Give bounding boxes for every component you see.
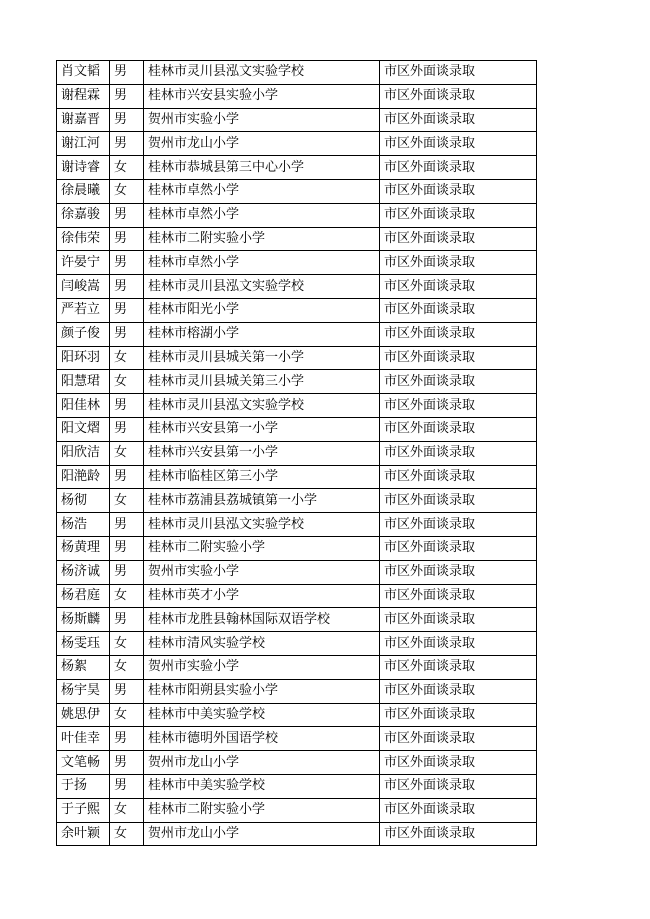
- result-cell: 市区外面谈录取: [380, 727, 537, 751]
- school-cell: 桂林市灵川县城关第一小学: [144, 346, 380, 370]
- table-row: [57, 441, 537, 465]
- table-row: [57, 346, 537, 370]
- student-name-cell: 谢江河: [57, 132, 110, 156]
- result-cell: 市区外面谈录取: [380, 251, 537, 275]
- student-name-cell: 于扬: [57, 774, 110, 798]
- gender-cell: 女: [110, 632, 144, 656]
- result-cell: 市区外面谈录取: [380, 774, 537, 798]
- result-cell: 市区外面谈录取: [380, 441, 537, 465]
- result-cell: 市区外面谈录取: [380, 560, 537, 584]
- gender-cell: 男: [110, 322, 144, 346]
- school-cell: 桂林市二附实验小学: [144, 798, 380, 822]
- gender-cell: 女: [110, 370, 144, 394]
- result-cell: 市区外面谈录取: [380, 370, 537, 394]
- student-name-cell: 许晏宁: [57, 251, 110, 275]
- table-row: [57, 560, 537, 584]
- table-row: [57, 132, 537, 156]
- student-name-cell: 杨济诚: [57, 560, 110, 584]
- gender-cell: 男: [110, 465, 144, 489]
- table-row: [57, 465, 537, 489]
- result-cell: 市区外面谈录取: [380, 346, 537, 370]
- gender-cell: 男: [110, 774, 144, 798]
- table-row: [57, 513, 537, 537]
- table-row: [57, 370, 537, 394]
- table-row: [57, 774, 537, 798]
- school-cell: 贺州市龙山小学: [144, 132, 380, 156]
- gender-cell: 男: [110, 251, 144, 275]
- result-cell: 市区外面谈录取: [380, 822, 537, 846]
- result-cell: 市区外面谈录取: [380, 156, 537, 180]
- table-row: [57, 179, 537, 203]
- gender-cell: 男: [110, 679, 144, 703]
- school-cell: 桂林市荔浦县荔城镇第一小学: [144, 489, 380, 513]
- gender-cell: 女: [110, 822, 144, 846]
- gender-cell: 男: [110, 61, 144, 85]
- school-cell: 桂林市德明外国语学校: [144, 727, 380, 751]
- school-cell: 桂林市卓然小学: [144, 251, 380, 275]
- school-cell: 桂林市卓然小学: [144, 179, 380, 203]
- student-name-cell: 姚思伊: [57, 703, 110, 727]
- result-cell: 市区外面谈录取: [380, 61, 537, 85]
- student-name-cell: 杨宇昊: [57, 679, 110, 703]
- table-row: [57, 608, 537, 632]
- table-row: [57, 84, 537, 108]
- result-cell: 市区外面谈录取: [380, 417, 537, 441]
- student-name-cell: 阳佳林: [57, 394, 110, 418]
- school-cell: 桂林市英才小学: [144, 584, 380, 608]
- table-row: [57, 251, 537, 275]
- result-cell: 市区外面谈录取: [380, 132, 537, 156]
- result-cell: 市区外面谈录取: [380, 608, 537, 632]
- school-cell: 桂林市灵川县城关第三小学: [144, 370, 380, 394]
- school-cell: 桂林市灵川县泓文实验学校: [144, 61, 380, 85]
- school-cell: 贺州市龙山小学: [144, 822, 380, 846]
- gender-cell: 男: [110, 560, 144, 584]
- result-cell: 市区外面谈录取: [380, 298, 537, 322]
- gender-cell: 男: [110, 608, 144, 632]
- table-row: [57, 655, 537, 679]
- school-cell: 桂林市阳光小学: [144, 298, 380, 322]
- student-name-cell: 徐伟荣: [57, 227, 110, 251]
- table-row: [57, 322, 537, 346]
- school-cell: 贺州市实验小学: [144, 560, 380, 584]
- student-name-cell: 杨雯珏: [57, 632, 110, 656]
- student-name-cell: 阳环羽: [57, 346, 110, 370]
- school-cell: 桂林市灵川县泓文实验学校: [144, 513, 380, 537]
- school-cell: 桂林市灵川县泓文实验学校: [144, 275, 380, 299]
- school-cell: 贺州市实验小学: [144, 108, 380, 132]
- result-cell: 市区外面谈录取: [380, 108, 537, 132]
- student-name-cell: 谢诗睿: [57, 156, 110, 180]
- school-cell: 桂林市龙胜县翰林国际双语学校: [144, 608, 380, 632]
- result-cell: 市区外面谈录取: [380, 513, 537, 537]
- result-cell: 市区外面谈录取: [380, 751, 537, 775]
- admission-table: [56, 60, 537, 846]
- school-cell: 桂林市中美实验学校: [144, 774, 380, 798]
- table-row: [57, 751, 537, 775]
- school-cell: 桂林市兴安县实验小学: [144, 84, 380, 108]
- admission-table-body: [57, 61, 537, 846]
- result-cell: 市区外面谈录取: [380, 322, 537, 346]
- school-cell: 桂林市卓然小学: [144, 203, 380, 227]
- student-name-cell: 文笔畅: [57, 751, 110, 775]
- gender-cell: 女: [110, 489, 144, 513]
- gender-cell: 男: [110, 227, 144, 251]
- result-cell: 市区外面谈录取: [380, 536, 537, 560]
- result-cell: 市区外面谈录取: [380, 465, 537, 489]
- table-row: [57, 417, 537, 441]
- gender-cell: 女: [110, 798, 144, 822]
- school-cell: 桂林市榕湖小学: [144, 322, 380, 346]
- student-name-cell: 谢嘉晋: [57, 108, 110, 132]
- result-cell: 市区外面谈录取: [380, 798, 537, 822]
- school-cell: 桂林市二附实验小学: [144, 536, 380, 560]
- table-row: [57, 489, 537, 513]
- school-cell: 桂林市清风实验学校: [144, 632, 380, 656]
- table-row: [57, 584, 537, 608]
- gender-cell: 男: [110, 84, 144, 108]
- student-name-cell: 杨浩: [57, 513, 110, 537]
- student-name-cell: 阳欣洁: [57, 441, 110, 465]
- table-row: [57, 227, 537, 251]
- table-row: [57, 203, 537, 227]
- result-cell: 市区外面谈录取: [380, 227, 537, 251]
- table-row: [57, 727, 537, 751]
- result-cell: 市区外面谈录取: [380, 632, 537, 656]
- gender-cell: 女: [110, 441, 144, 465]
- student-name-cell: 杨斯麟: [57, 608, 110, 632]
- school-cell: 桂林市灵川县泓文实验学校: [144, 394, 380, 418]
- gender-cell: 男: [110, 275, 144, 299]
- student-name-cell: 阳慧珺: [57, 370, 110, 394]
- gender-cell: 男: [110, 298, 144, 322]
- table-row: [57, 156, 537, 180]
- gender-cell: 男: [110, 417, 144, 441]
- gender-cell: 男: [110, 394, 144, 418]
- school-cell: 桂林市二附实验小学: [144, 227, 380, 251]
- result-cell: 市区外面谈录取: [380, 179, 537, 203]
- student-name-cell: 肖文韬: [57, 61, 110, 85]
- student-name-cell: 余叶颖: [57, 822, 110, 846]
- gender-cell: 男: [110, 727, 144, 751]
- gender-cell: 男: [110, 536, 144, 560]
- result-cell: 市区外面谈录取: [380, 489, 537, 513]
- gender-cell: 女: [110, 584, 144, 608]
- gender-cell: 男: [110, 513, 144, 537]
- table-row: [57, 822, 537, 846]
- gender-cell: 男: [110, 132, 144, 156]
- school-cell: 贺州市龙山小学: [144, 751, 380, 775]
- table-row: [57, 298, 537, 322]
- student-name-cell: 杨君庭: [57, 584, 110, 608]
- table-row: [57, 798, 537, 822]
- result-cell: 市区外面谈录取: [380, 703, 537, 727]
- result-cell: 市区外面谈录取: [380, 84, 537, 108]
- table-row: [57, 632, 537, 656]
- table-row: [57, 394, 537, 418]
- gender-cell: 女: [110, 655, 144, 679]
- school-cell: 桂林市阳朔县实验小学: [144, 679, 380, 703]
- result-cell: 市区外面谈录取: [380, 655, 537, 679]
- student-name-cell: 徐嘉骏: [57, 203, 110, 227]
- result-cell: 市区外面谈录取: [380, 394, 537, 418]
- gender-cell: 女: [110, 156, 144, 180]
- result-cell: 市区外面谈录取: [380, 584, 537, 608]
- school-cell: 桂林市临桂区第三小学: [144, 465, 380, 489]
- table-row: [57, 703, 537, 727]
- school-cell: 桂林市恭城县第三中心小学: [144, 156, 380, 180]
- gender-cell: 女: [110, 346, 144, 370]
- student-name-cell: 徐晨曦: [57, 179, 110, 203]
- student-name-cell: 阳滟龄: [57, 465, 110, 489]
- table-row: [57, 61, 537, 85]
- gender-cell: 男: [110, 108, 144, 132]
- gender-cell: 男: [110, 751, 144, 775]
- school-cell: 桂林市兴安县第一小学: [144, 417, 380, 441]
- school-cell: 桂林市中美实验学校: [144, 703, 380, 727]
- school-cell: 桂林市兴安县第一小学: [144, 441, 380, 465]
- student-name-cell: 叶佳幸: [57, 727, 110, 751]
- student-name-cell: 杨絮: [57, 655, 110, 679]
- gender-cell: 女: [110, 703, 144, 727]
- table-row: [57, 679, 537, 703]
- student-name-cell: 杨黄理: [57, 536, 110, 560]
- result-cell: 市区外面谈录取: [380, 275, 537, 299]
- student-name-cell: 颜子俊: [57, 322, 110, 346]
- student-name-cell: 闫峻嵩: [57, 275, 110, 299]
- school-cell: 贺州市实验小学: [144, 655, 380, 679]
- gender-cell: 女: [110, 179, 144, 203]
- table-row: [57, 275, 537, 299]
- student-name-cell: 阳文熠: [57, 417, 110, 441]
- gender-cell: 男: [110, 203, 144, 227]
- student-name-cell: 谢程霖: [57, 84, 110, 108]
- table-row: [57, 108, 537, 132]
- student-name-cell: 杨彻: [57, 489, 110, 513]
- student-name-cell: 于子熙: [57, 798, 110, 822]
- result-cell: 市区外面谈录取: [380, 203, 537, 227]
- table-row: [57, 536, 537, 560]
- result-cell: 市区外面谈录取: [380, 679, 537, 703]
- student-name-cell: 严若立: [57, 298, 110, 322]
